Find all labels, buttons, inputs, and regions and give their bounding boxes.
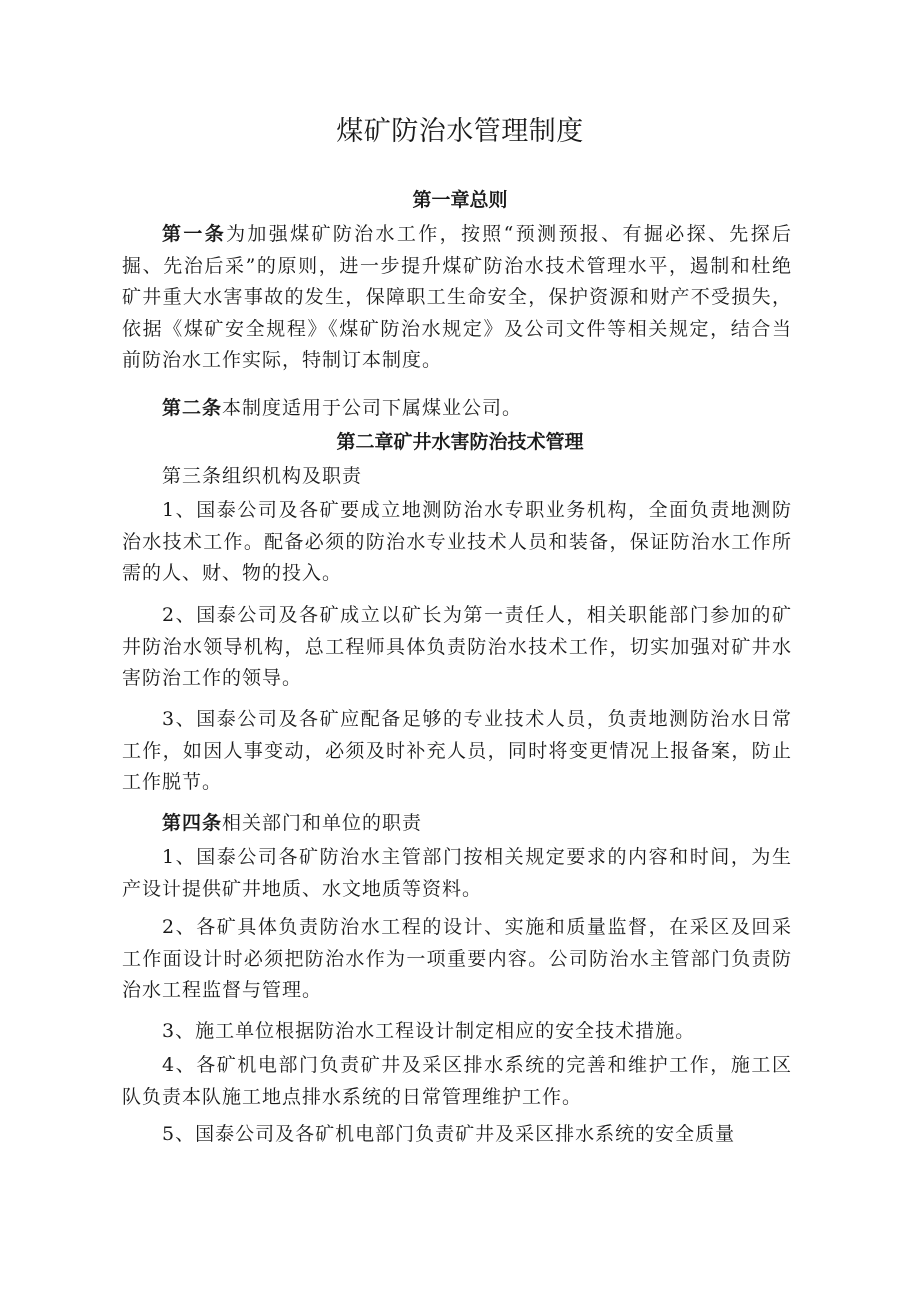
chapter-1-heading: 第一章总则 [412, 189, 508, 211]
article-2-text: 本制度适用于公司下属煤业公司。 [222, 397, 523, 419]
article-3-item-3: 3、国泰公司及各矿应配备足够的专业技术人员，负责地测防治水日常工作，如因人事变动，必须及时补充人员，同时将变更情况上报备案，防止工作脱节。 [122, 708, 792, 793]
article-1-paragraph [122, 219, 792, 377]
article-3-item-1: 1、国泰公司及各矿要成立地测防治水专职业务机构，全面负责地测防治水技术工作。配备必须的防治水专业技术人员和装备，保证防治水工作所需的人、财、物的投入。 [122, 499, 792, 584]
article-4-item-3: 3、施工单位根据防治水工程设计制定相应的安全技术措施。 [162, 1020, 696, 1042]
article-4-text: 相关部门和单位的职责 [222, 812, 423, 834]
article-2-label: 第二条 [162, 397, 223, 419]
document-title: 煤矿防治水管理制度 [336, 116, 584, 147]
article-1-text: 为加强煤矿防治水工作，按照“预测预报、有掘必探、先探后掘、先治后采”的原则，进一步提升煤矿防治水技术管理水平，遏制和杜绝矿井重大水害事故的发生，保障职工生命安全，保护资源和财产不受损失，依据《煤矿安全规程》《煤矿防治水规定》及公司文件等相关规定，结合当前防治水工作实际，特制订本制度。 [122, 223, 792, 371]
article-4-label: 第四条 [162, 812, 223, 834]
article-4-item-2: 2、各矿具体负责防治水工程的设计、实施和质量监督，在采区及回采工作面设计时必须把防治水作为一项重要内容。公司防治水主管部门负责防治水工程监督与管理。 [122, 916, 792, 1001]
chapter-2-heading: 第二章矿井水害防治技术管理 [336, 431, 584, 453]
article-3-item-2: 2、国泰公司及各矿成立以矿长为第一责任人，相关职能部门参加的矿井防治水领导机构，总工程师具体负责防治水技术工作，切实加强对矿井水害防治工作的领导。 [122, 604, 792, 689]
article-4-item-1: 1、国泰公司各矿防治水主管部门按相关规定要求的内容和时间，为生产设计提供矿井地质、水文地质等资料。 [122, 846, 792, 900]
article-4-paragraph [122, 808, 792, 840]
article-2-paragraph [122, 393, 792, 425]
article-4-item-4: 4、各矿机电部门负责矿井及采区排水系统的完善和维护工作，施工区队负责本队施工地点排水系统的日常管理维护工作。 [122, 1054, 792, 1108]
article-4-item-5: 5、国泰公司及各矿机电部门负责矿井及采区排水系统的安全质量 [162, 1123, 736, 1145]
article-3-heading: 第三条组织机构及职责 [162, 465, 363, 487]
article-1-label: 第一条 [162, 223, 227, 245]
